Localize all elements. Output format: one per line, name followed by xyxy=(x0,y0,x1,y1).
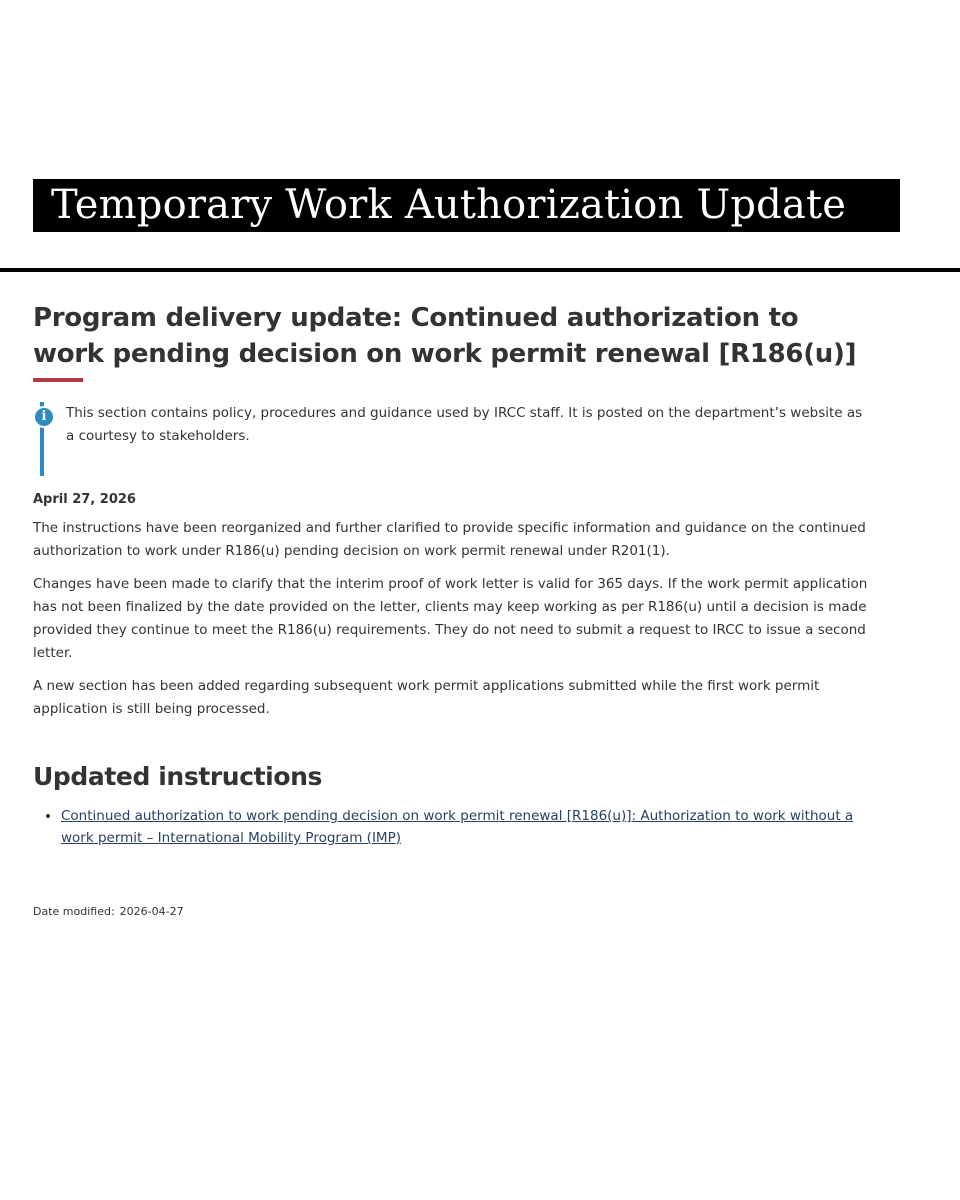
paragraph: Changes have been made to clarify that the interim proof of work letter is valid for 365 days. If the work permit application has not been finalized by the date provided on the letter, clients may keep working as per R186(u) until a decision is made provided they continue to meet the R186(u) requirements. They do not need to submit a request to IRCC to issue a second letter. xyxy=(33,576,868,661)
info-alert xyxy=(33,396,873,464)
alert-text: This section contains policy, procedures and guidance used by IRCC staff. It is posted on the department’s website as a courtesy to stakeholders. xyxy=(66,405,863,444)
date-modified-value: 2026-04-27 xyxy=(119,905,184,918)
date-modified-label: Date modified: xyxy=(33,905,115,918)
paragraph: A new section has been added regarding subsequent work permit applications submitted while the first work permit application is still being processed. xyxy=(33,678,820,717)
paragraph: The instructions have been reorganized and further clarified to provide specific information and guidance on the continued authorization to work under R186(u) pending decision on work permit renewal under R201(1). xyxy=(33,520,866,559)
banner-title: Temporary Work Authorization Update xyxy=(33,179,900,232)
update-date: April 27, 2026 xyxy=(33,492,136,507)
divider-rule xyxy=(0,268,960,272)
section-heading: Updated instructions xyxy=(33,762,322,791)
page-title: Program delivery update: Continued authorization to work pending decision on work permit renewal [R186(u)] xyxy=(33,303,857,369)
date-modified xyxy=(33,905,873,918)
main-content xyxy=(33,300,873,918)
list-item xyxy=(61,805,873,849)
instructions-link[interactable]: Continued authorization to work pending decision on work permit renewal [R186(u)]: Authorization to work without a work permit – International Mobility Program (IMP) xyxy=(61,808,854,846)
info-icon: i xyxy=(33,406,55,428)
title-accent-underline xyxy=(33,378,83,382)
instructions-list xyxy=(33,805,873,849)
